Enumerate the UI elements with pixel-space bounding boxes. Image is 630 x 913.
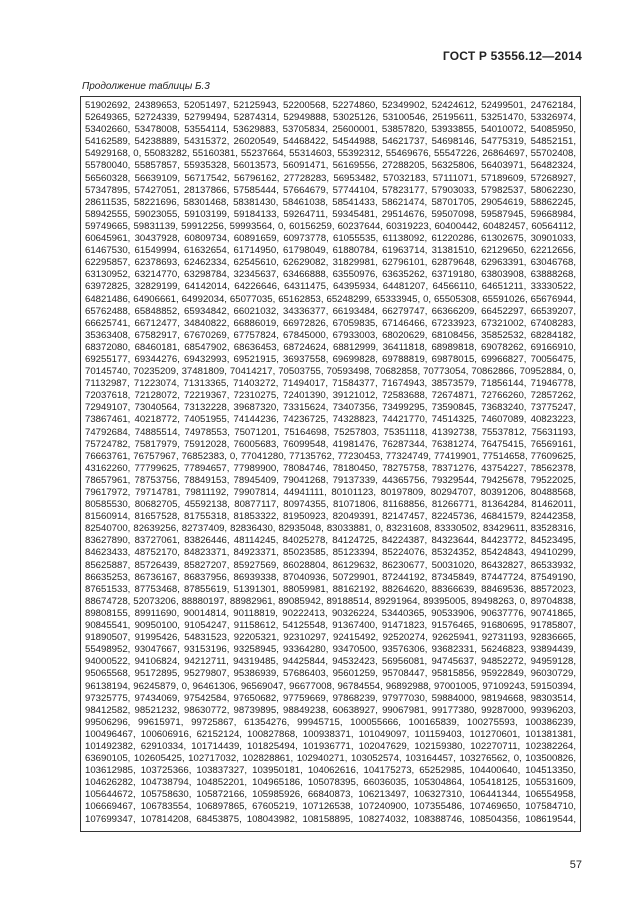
- table-text-line: 87651533, 87753468, 87855619, 51391301, 88059981, 88162192, 88264620, 88366639, 88469536, 88572023,: [85, 583, 576, 595]
- page-number: 57: [569, 859, 582, 871]
- table-text-line: 73867461, 40218772, 74051955, 74144236, 74236725, 74328823, 74421770, 74514325, 74607089, 40823223,: [85, 414, 576, 426]
- table-text-line: 69255177, 69344276, 69432993, 69521915, 36937558, 69699828, 69788819, 69878015, 69966827, 70056475,: [85, 353, 576, 365]
- table-text-line: 72949107, 73040564, 73132228, 39687320, 73315624, 73407356, 73499295, 73590845, 73683240, 73775247,: [85, 402, 576, 414]
- table-text-line: 100496467, 100606916, 62152124, 100827868, 100938371, 101049097, 101159403, 101270601, 101381381,: [85, 728, 576, 740]
- table-text-line: 35363408, 67582917, 67670269, 67757824, 67845000, 67933003, 68020629, 68108456, 35852532, 68284182,: [85, 329, 576, 341]
- table-text-line: 83627890, 83727061, 83826446, 48114245, 84025278, 84124725, 84224387, 84323644, 84423772, 84523495,: [85, 535, 576, 547]
- table-text-line: 55780040, 55857857, 55935328, 56013573, 56091471, 56169556, 27288205, 56325806, 56403971, 56482324,: [85, 160, 576, 172]
- table-text-line: 65762488, 65848852, 65934842, 66021032, 34336377, 66193484, 66279747, 66366209, 66452297, 66539207,: [85, 305, 576, 317]
- table-text-line: 66625741, 66712477, 34840822, 66886019, 66972826, 67059835, 67146466, 67233923, 67321002, 67408283,: [85, 317, 576, 329]
- table-text-line: 43162260, 77799625, 77894657, 77989900, 78084746, 78180450, 78275758, 78371276, 43754227, 78562378,: [85, 462, 576, 474]
- table-text-line: 106669467, 106783554, 106897865, 67605219, 107126538, 107240900, 107355486, 107469650, 107584710,: [85, 801, 576, 813]
- table-text-line: 103612985, 103725366, 103837327, 103950181, 104062616, 104175273, 65252985, 104400640, 104513350,: [85, 765, 576, 777]
- table-text-line: 78657961, 78753756, 78849153, 78945409, 79041268, 79137339, 44365756, 79329544, 79425678, 79522025,: [85, 474, 576, 486]
- table-text-line: 96138194, 96245879, 0, 96461306, 96569047, 96677008, 96784554, 96892988, 97001005, 97109243, 59150394,: [85, 680, 576, 692]
- table-text-line: 75724782, 75817979, 75912028, 76005683, 76099548, 41981476, 76287344, 76381274, 76475415, 76569161,: [85, 438, 576, 450]
- table-text-line: 61467530, 61549994, 61632654, 61714950, 61798049, 61880784, 61963714, 31381510, 62129650, 62212656,: [85, 245, 576, 257]
- table-text-line: 98412582, 98521232, 98630772, 98739895, 98849238, 60638927, 99067981, 99177380, 99287000, 99396203,: [85, 704, 576, 716]
- table-text-line: 62295857, 62378693, 62462334, 62545610, 62629082, 31829981, 62796101, 62879648, 62963391, 63046768,: [85, 257, 576, 269]
- table-text-line: 86635253, 86736167, 86837956, 86939338, 87040936, 50729901, 87244192, 87345849, 87447724, 87549190,: [85, 571, 576, 583]
- table-text-line: 63690105, 102605425, 102717032, 102828861, 102940271, 103052574, 103164457, 103276562, 0, 103500826,: [85, 753, 576, 765]
- table-text-line: 59749665, 59831139, 59912256, 59993564, 0, 60156259, 60237644, 60319223, 60400442, 60482457, 60564112,: [85, 220, 576, 232]
- table-text-line: 107699347, 107814208, 68453875, 108043982, 108158895, 108274032, 108388746, 108504356, 108619544,: [85, 813, 576, 825]
- table-text-line: 88674728, 52073206, 88880197, 88982961, 89085942, 89188514, 89291964, 89395005, 89498263, 0, 89704838,: [85, 595, 576, 607]
- table-text-line: 51902692, 24389653, 52051497, 52125943, 52200568, 52274860, 52349902, 52424612, 52499501, 24762184,: [85, 100, 576, 111]
- table-text-line: 63130952, 63214770, 63298784, 32345637, 63466888, 63550976, 63635262, 63719180, 63803908, 63888268,: [85, 269, 576, 281]
- table-text-line: 97325775, 97434069, 97542584, 97650682, 97759669, 97868239, 97977030, 59884000, 98194668, 98303514,: [85, 692, 576, 704]
- table-text-line: 85625887, 85726439, 85827207, 85927569, 86028804, 86129632, 86230677, 50031020, 86432827, 86533932,: [85, 559, 576, 571]
- table-text-line: 60645961, 30437928, 60809734, 60891659, 60973778, 61055535, 61138092, 61220286, 61302675, 30901033,: [85, 233, 576, 245]
- table-text-line: 74792684, 74885514, 74978553, 75071201, 75164698, 75257803, 75351118, 41392738, 75537812, 75631193,: [85, 426, 576, 438]
- table-text-line: 54162589, 54238889, 54315372, 26020549, 54468422, 54544988, 54621737, 54698146, 54775319, 54852151,: [85, 136, 576, 148]
- table-text-line: 28611535, 58221696, 58301468, 58381430, 58461038, 58541433, 58621474, 58701705, 29054619, 58862245,: [85, 196, 576, 208]
- table-text-line: 53402660, 53478008, 53554114, 53629883, 53705834, 25600001, 53857820, 53933855, 54010072, 54085950,: [85, 124, 576, 136]
- table-text-line: 76663761, 76757967, 76852383, 0, 77041280, 77135762, 77230453, 77324749, 77419901, 77514658, 77609625,: [85, 450, 576, 462]
- table-text-line: 101492382, 62910334, 101714439, 101825494, 101936771, 102047629, 102159380, 102270711, 102382264,: [85, 740, 576, 752]
- table-text-line: 81560914, 81657528, 81755318, 81853322, 81950923, 82049391, 82147457, 82245736, 46841579, 82442358,: [85, 511, 576, 523]
- table-text-line: 90845541, 90950100, 91054247, 91158612, 54125548, 91367400, 91471823, 91576465, 91680695, 91785807,: [85, 620, 576, 632]
- table-text-line: 71132987, 71223074, 71313365, 71403272, 71494017, 71584377, 71674943, 38573579, 71856144, 71946778,: [85, 378, 576, 390]
- table-continuation-caption: Продолжение таблицы Б.3: [82, 81, 210, 92]
- table-text-line: 56560328, 56639109, 56717542, 56796162, 27728283, 56953482, 57032183, 57111071, 57189609, 57268927,: [85, 172, 576, 184]
- table-text-line: 72037618, 72128072, 72219367, 72310275, 72401390, 39121012, 72583688, 72674871, 72766260, 72857262,: [85, 390, 576, 402]
- table-text-line: 54929168, 0, 55083282, 55160381, 55237664, 55314603, 55392312, 55469676, 55547226, 26864697, 55702408,: [85, 148, 576, 160]
- table-text-line: 79617972, 79714781, 79811192, 79907814, 44941111, 80101123, 80197809, 80294707, 80391206, 80488568,: [85, 487, 576, 498]
- table-text-line: 70145740, 70235209, 37481809, 70414217, 70503755, 70593498, 70682858, 70773054, 70862866, 70952884, 0,: [85, 366, 576, 378]
- table-text-line: 104626282, 104738794, 104852201, 104965186, 105078395, 66036035, 105304864, 105418125, 105531609,: [85, 777, 576, 789]
- table-text-line: 63972825, 32829199, 64142014, 64226646, 64311475, 64395934, 64481207, 64566110, 64651211, 33330522,: [85, 281, 576, 293]
- table-text-line: 89808155, 89911690, 90014814, 90118819, 90222413, 90326224, 53440365, 90533906, 90637776, 90741865,: [85, 607, 576, 619]
- table-text-line: 94000522, 94106824, 94212711, 94319485, 94425844, 94532423, 56956081, 94745637, 94852272, 94959128,: [85, 656, 576, 668]
- table-text-line: 80585530, 80682705, 45592138, 80877117, 80974355, 81071806, 81168856, 81266771, 81364284, 81462011,: [85, 499, 576, 511]
- table-text-line: 64821486, 64906661, 64992034, 65077035, 65162853, 65248299, 65333945, 0, 65505308, 65591026, 65676944,: [85, 293, 576, 305]
- table-text-line: 99506296, 99615971, 99725867, 61354276, 99945715, 100055666, 100165839, 100275593, 100386239,: [85, 716, 576, 728]
- table-text-line: 95065568, 95172895, 95279807, 95386939, 57686403, 95601259, 95708447, 95815856, 95922849, 96030729,: [85, 668, 576, 680]
- table-text-line: 84623433, 48752170, 84823371, 84923371, 85023585, 85123394, 85224076, 85324352, 85424843, 49410299,: [85, 547, 576, 559]
- table-text-line: 55498952, 93047667, 93153196, 93258945, 93364280, 93470500, 93576306, 93682331, 56246823, 93894439,: [85, 644, 576, 656]
- table-text-line: 91890507, 91995426, 54831523, 92205321, 92310297, 92415492, 92520274, 92625941, 92731193, 92836665,: [85, 632, 576, 644]
- table-text-line: 52649365, 52724339, 52799494, 52874314, 52949888, 53025126, 53100546, 25195611, 53251470, 53326974,: [85, 112, 576, 124]
- table-text-line: 82540700, 82639256, 82737409, 82836430, 82935048, 83033881, 0, 83231608, 83330502, 83429611, 83528316,: [85, 523, 576, 535]
- table-text-line: 68372080, 68460181, 68547902, 68636453, 68724624, 68812999, 36411818, 68989818, 69078262, 69166910,: [85, 341, 576, 353]
- table-text-line: 105644672, 105758630, 105872166, 105985926, 66840873, 106213497, 106327310, 106441344, 106554958,: [85, 789, 576, 801]
- table-cell-box: [80, 96, 581, 832]
- table-text-line: 57347895, 57427051, 28137866, 57585444, 57664679, 57744104, 57823177, 57903033, 57982537, 58062230,: [85, 184, 576, 196]
- document-standard-header: ГОСТ Р 53556.12—2014: [442, 49, 582, 63]
- table-text-line: 58942555, 59023055, 59103199, 59184133, 59264711, 59345481, 29514676, 59507098, 59587945, 59668984,: [85, 208, 576, 220]
